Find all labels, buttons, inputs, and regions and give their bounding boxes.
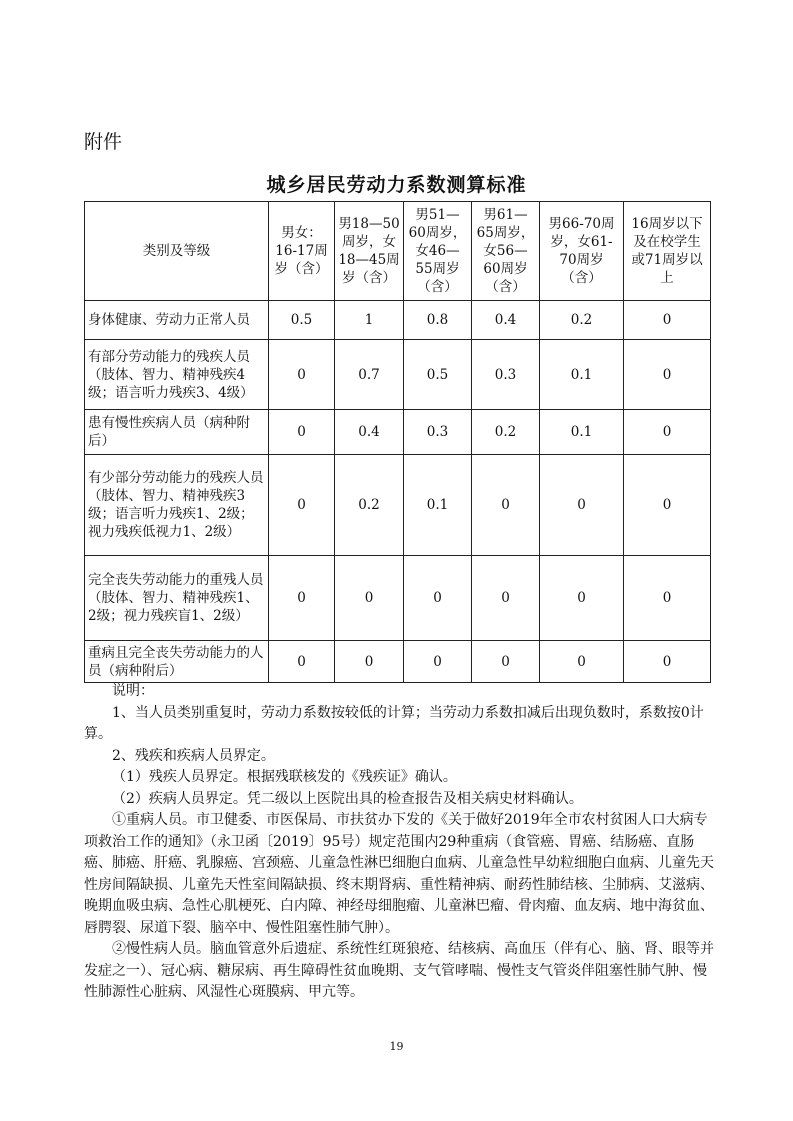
- table-row: [85, 410, 711, 455]
- note-paragraph: （1）残疾人员界定。根据残联核发的《残疾证》确认。: [112, 769, 457, 785]
- note-paragraph: ①重病人员。市卫健委、市医保局、市扶贫办下发的《关于做好2019年全市农村贫困人口大病专项救治工作的通知》（永卫函〔2019〕95号）规定范围内29种重病（食管癌、胃癌、结肠癌、直肠癌、肺癌、肝癌、乳腺癌、宫颈癌、儿童急性淋巴细胞白血病、儿童急性早幼粒细胞白血病、儿童先天性房间隔缺损、儿童先天性室间隔缺损、终末期肾病、重性精神病、耐药性肺结核、尘肺病、艾滋病、晚期血吸虫病、急性心肌梗死、白内障、神经母细胞瘤、儿童淋巴瘤、骨肉瘤、血友病、地中海贫血、唇腭裂、尿道下裂、脑卒中、慢性阻塞性肺气肿）。: [84, 812, 714, 936]
- cell-value: 0: [472, 455, 540, 556]
- page-number: 19: [389, 1040, 404, 1053]
- table-row: [85, 455, 711, 556]
- row-category: 患有慢性疾病人员（病种附后）: [85, 410, 269, 455]
- cell-value: 0.8: [404, 301, 472, 340]
- cell-value: 0.5: [404, 340, 472, 410]
- notes-section: [84, 681, 714, 1004]
- document-title: 城乡居民劳动力系数测算标准: [266, 174, 527, 196]
- cell-value: 0: [540, 556, 624, 641]
- table-row: [85, 340, 711, 410]
- row-category: 完全丧失劳动能力的重残人员（肢体、智力、精神残疾1、2级；视力残疾盲1、2级）: [85, 556, 269, 641]
- cell-value: 0: [540, 641, 624, 683]
- cell-value: 0: [269, 410, 335, 455]
- cell-value: 0: [624, 641, 711, 683]
- cell-value: 0: [269, 455, 335, 556]
- cell-value: 0: [624, 410, 711, 455]
- row-category: 重病且完全丧失劳动能力的人员（病种附后）: [85, 641, 269, 683]
- cell-value: 0.2: [540, 301, 624, 340]
- cell-value: 0.1: [540, 410, 624, 455]
- cell-value: 0: [269, 340, 335, 410]
- note-paragraph: ②慢性病人员。脑血管意外后遗症、系统性红斑狼疮、结核病、高血压（伴有心、脑、肾、眼等并发症之一）、冠心病、糖尿病、再生障碍性贫血晚期、支气管哮喘、慢性支气管炎伴阻塞性肺气肿、慢性肺源性心脏病、风湿性心斑膜病、甲亢等。: [84, 941, 714, 1000]
- cell-value: 0: [624, 455, 711, 556]
- cell-value: 0: [624, 301, 711, 340]
- note-paragraph: 1、当人员类别重复时，劳动力系数按较低的计算；当劳动力系数扣减后出现负数时，系数按0计算。: [84, 704, 704, 742]
- cell-value: 0.2: [335, 455, 404, 556]
- cell-value: 0: [335, 641, 404, 683]
- cell-value: 0: [624, 556, 711, 641]
- cell-value: 0: [624, 340, 711, 410]
- header-age-61-65: 男61—65周岁，女56—60周岁（含）: [472, 202, 540, 301]
- cell-value: 0: [335, 556, 404, 641]
- cell-value: 0: [540, 455, 624, 556]
- row-category: 有部分劳动能力的残疾人员（肢体、智力、精神残疾4级；语言听力残疾3、4级）: [85, 340, 269, 410]
- row-category: 有少部分劳动能力的残疾人员（肢体、智力、精神残疾3级；语言听力残疾1、2级；视力残疾低视力1、2级）: [85, 455, 269, 556]
- table-row: [85, 556, 711, 641]
- cell-value: 0.1: [404, 455, 472, 556]
- row-category: 身体健康、劳动力正常人员: [85, 301, 269, 340]
- cell-value: 0: [269, 556, 335, 641]
- cell-value: 0: [404, 556, 472, 641]
- cell-value: 1: [335, 301, 404, 340]
- cell-value: 0: [472, 556, 540, 641]
- cell-value: 0: [269, 641, 335, 683]
- labor-coefficient-table: [84, 201, 711, 683]
- cell-value: 0.1: [540, 340, 624, 410]
- cell-value: 0: [472, 641, 540, 683]
- cell-value: 0.4: [335, 410, 404, 455]
- cell-value: 0.3: [472, 340, 540, 410]
- cell-value: 0.5: [269, 301, 335, 340]
- cell-value: 0.2: [472, 410, 540, 455]
- cell-value: 0.4: [472, 301, 540, 340]
- cell-value: 0: [404, 641, 472, 683]
- table-row: [85, 301, 711, 340]
- header-age-16-17: 男女：16-17周岁（含）: [269, 202, 335, 301]
- header-under16-over71: 16周岁以下及在校学生或71周岁以上: [624, 202, 711, 301]
- note-paragraph: （2）疾病人员界定。凭二级以上医院出具的检查报告及相关病史材料确认。: [112, 790, 583, 807]
- table-header-row: [85, 202, 711, 301]
- header-age-66-70: 男66-70周岁，女61-70周岁（含）: [540, 202, 624, 301]
- cell-value: 0.7: [335, 340, 404, 410]
- cell-value: 0.3: [404, 410, 472, 455]
- header-age-51-60: 男51—60周岁，女46—55周岁（含）: [404, 202, 472, 301]
- header-age-18-50: 男18—50周岁，女18—45周岁（含）: [335, 202, 404, 301]
- notes-heading: 说明：: [112, 683, 154, 699]
- header-category: 类别及等级: [85, 202, 269, 301]
- attachment-label: 附件: [84, 131, 123, 153]
- note-paragraph: 2、残疾和疾病人员界定。: [112, 747, 275, 764]
- table-row: [85, 641, 711, 683]
